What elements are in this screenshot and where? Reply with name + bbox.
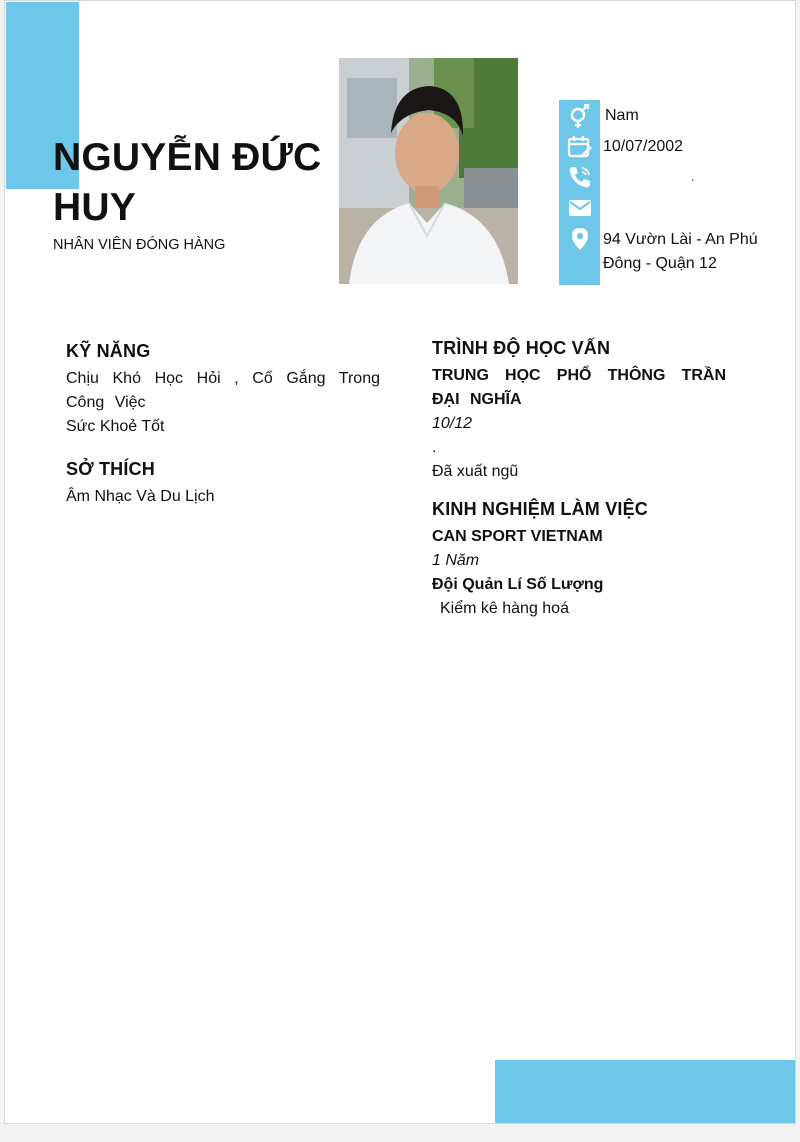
education-dot: .	[432, 439, 437, 456]
hobbies-text: Âm Nhạc Và Du Lịch	[66, 488, 215, 505]
hobbies-title: SỞ THÍCH	[66, 459, 155, 479]
education-school: TRUNG HỌC PHỔ THÔNG TRẦN ĐẠI NGHĨA	[432, 367, 726, 408]
contact-icon-bar	[559, 100, 600, 285]
education-note: Đã xuất ngũ	[432, 463, 519, 480]
email-icon	[567, 195, 593, 221]
gender-icon	[567, 104, 593, 130]
education-title: TRÌNH ĐỘ HỌC VẤN	[432, 338, 611, 358]
location-icon	[567, 226, 593, 252]
birthday-value: 10/07/2002	[603, 138, 684, 155]
phone-value: .	[691, 170, 695, 184]
skill-item: Chịu Khó Học Hỏi , Cố Gắng Trong Công Việc	[66, 370, 380, 411]
accent-block-bottom	[495, 1060, 796, 1124]
calendar-icon	[567, 134, 593, 160]
resume-page	[4, 0, 796, 1124]
address-value: 94 Vườn Lài - An Phú Đông - Quận 12	[603, 231, 758, 272]
experience-task: Kiểm kê hàng hoá	[440, 600, 569, 617]
profile-photo	[339, 58, 518, 284]
candidate-name: NGUYỄN ĐỨC HUY	[53, 136, 322, 229]
phone-icon	[567, 164, 593, 190]
education-grade: 10/12	[432, 415, 473, 432]
experience-title: KINH NGHIỆM LÀM VIỆC	[432, 499, 649, 519]
skill-item: Sức Khoẻ Tốt	[66, 418, 165, 435]
skills-title: KỸ NĂNG	[66, 341, 151, 361]
gender-value: Nam	[605, 107, 639, 124]
experience-role: Đội Quản Lí Số Lượng	[432, 576, 604, 593]
experience-duration: 1 Năm	[432, 552, 480, 569]
experience-company: CAN SPORT VIETNAM	[432, 528, 603, 545]
candidate-position: NHÂN VIÊN ĐÓNG HÀNG	[53, 237, 226, 253]
